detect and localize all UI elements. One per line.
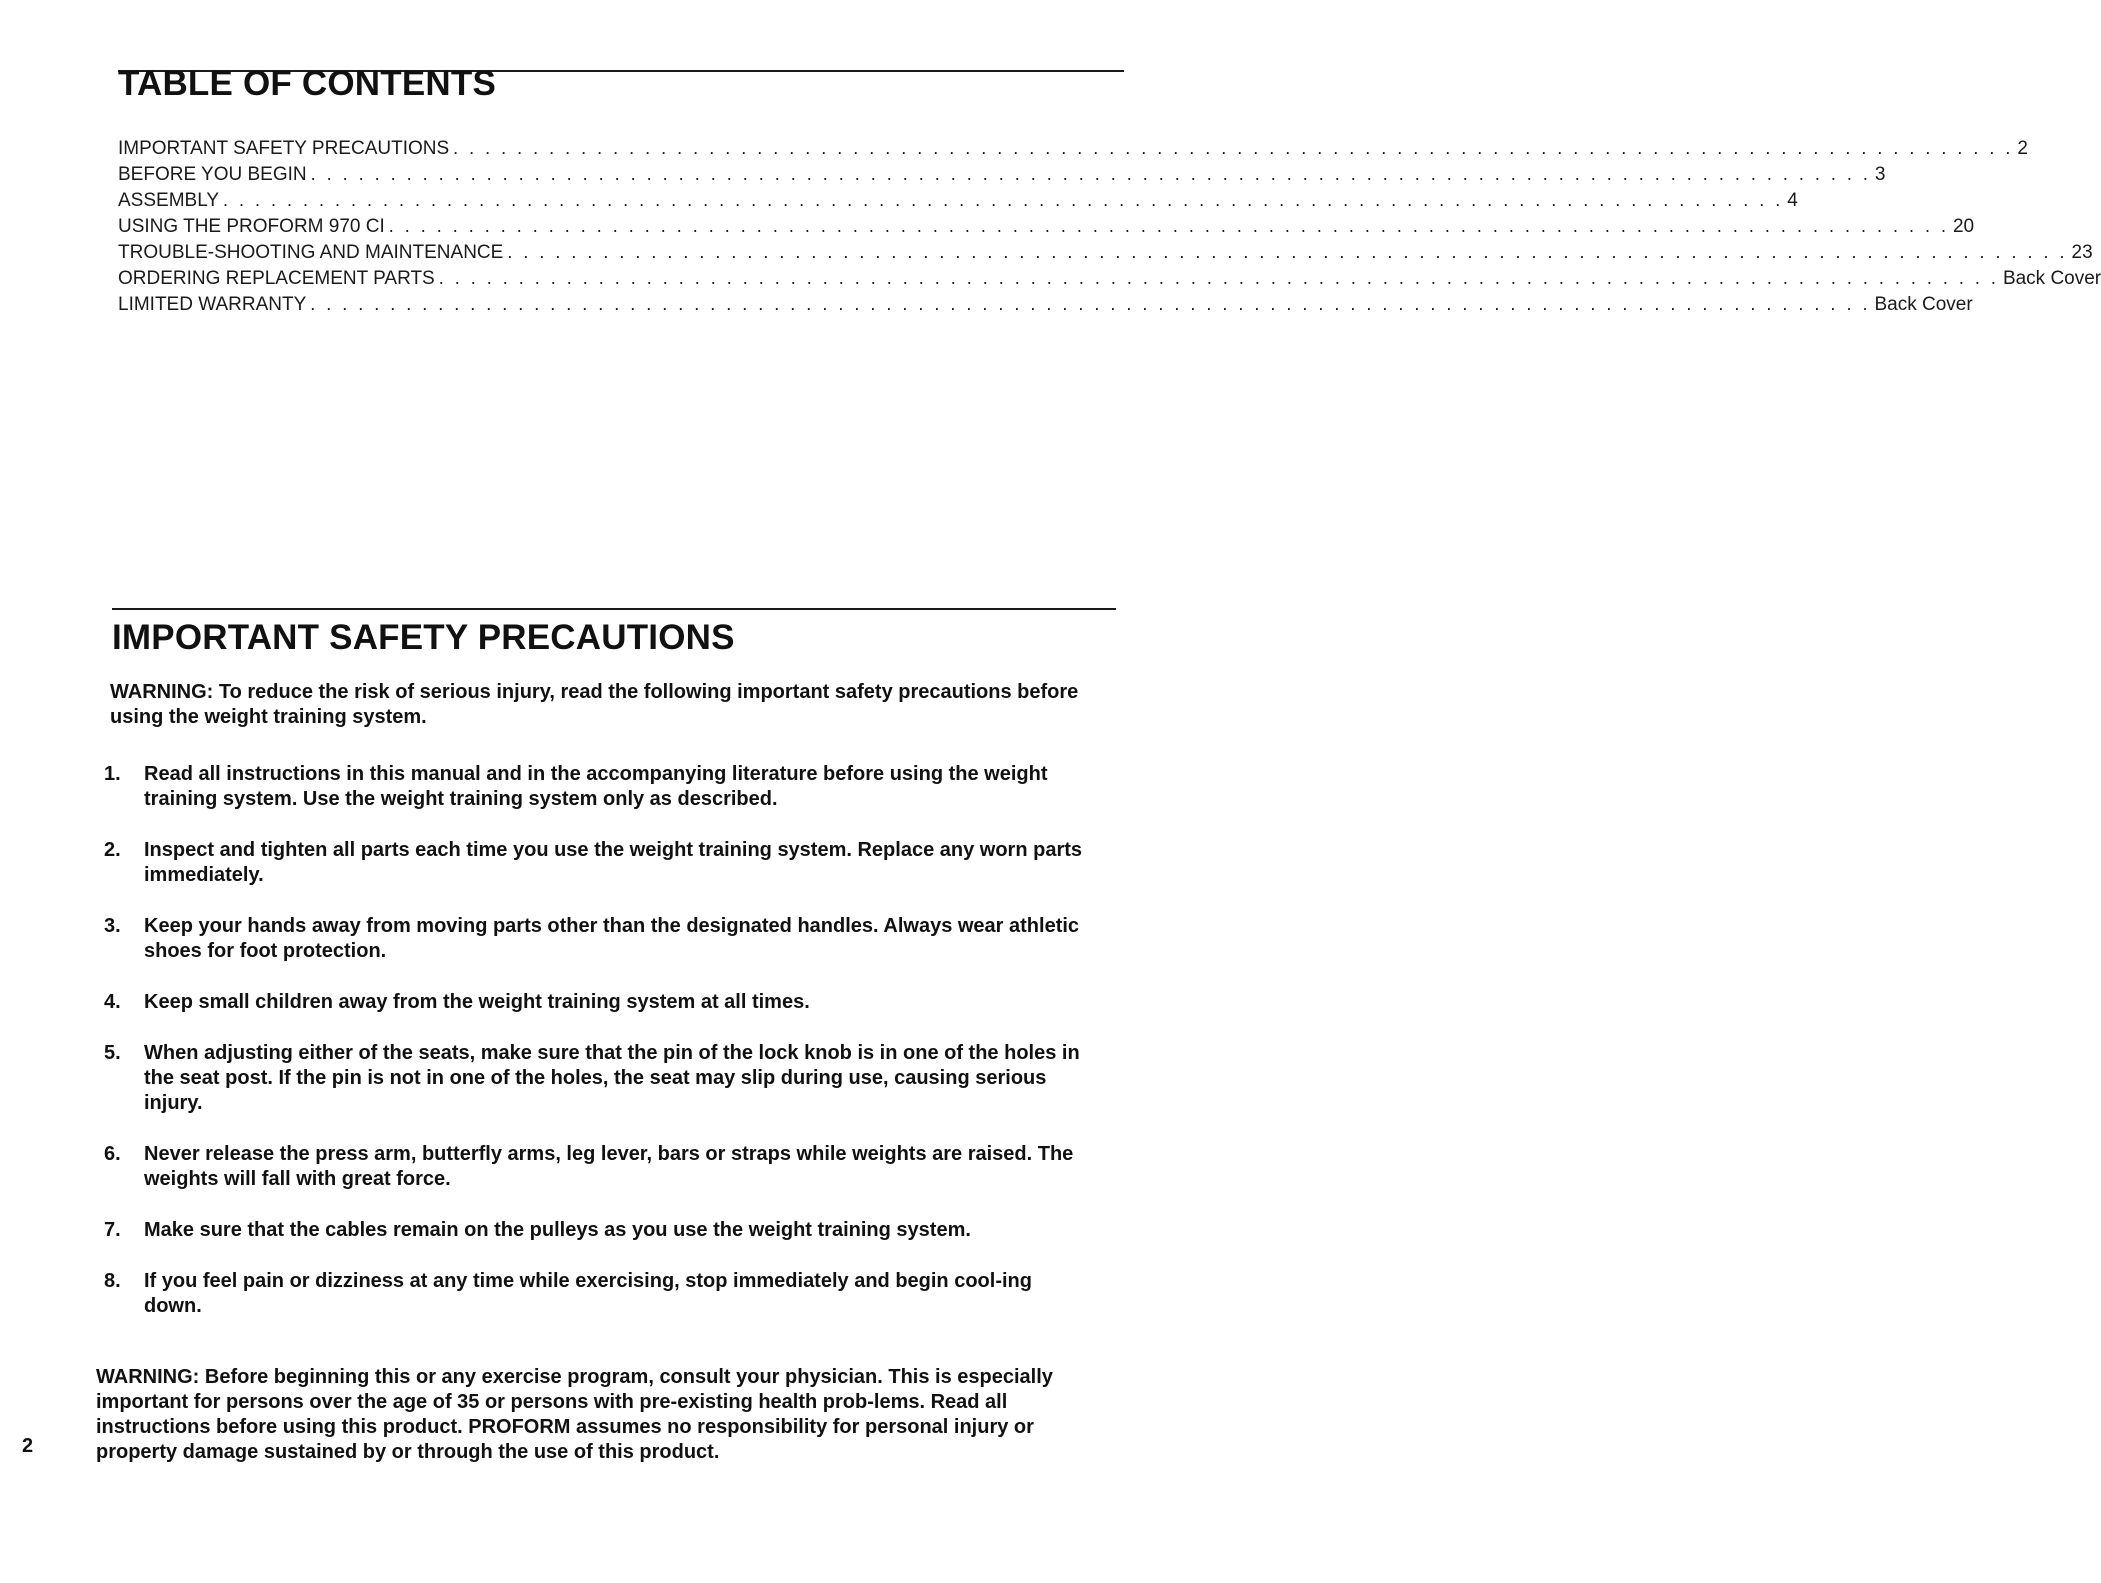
toc-entry[interactable] — [118, 242, 2093, 268]
toc-entry-page: 20 — [1952, 216, 1975, 237]
toc-entry-title: ASSEMBLY — [118, 190, 220, 211]
precaution-item — [104, 990, 1084, 1015]
toc-dot-leader: . . . . . . . . . . . . . . . . . . . . . . . . . . . . . . . . . . . . . . . . . . . . . . . . . . . . . . . . . . . . . . . . . . . . . . . . . . . . . . . . . . . . . . . . . . . . . . . . . . — [223, 190, 1784, 210]
precaution-text: Make sure that the cables remain on the pulleys as you use the weight training system. — [144, 1219, 971, 1241]
toc-entry-title: BEFORE YOU BEGIN — [118, 164, 307, 185]
toc-entry[interactable] — [118, 190, 1798, 216]
precaution-text: Keep your hands away from moving parts other than the designated handles. Always wear athletic shoes for foot protection. — [144, 915, 1080, 962]
precaution-list — [104, 762, 1084, 1345]
precaution-text: If you feel pain or dizziness at any time while exercising, stop immediately and begin cool-ing down. — [144, 1270, 1032, 1317]
toc-entry-title: LIMITED WARRANTY — [118, 294, 307, 315]
toc-entry-page: 23 — [2071, 242, 2093, 263]
precaution-number: 4. — [104, 991, 121, 1013]
toc-entry-title: ORDERING REPLACEMENT PARTS — [118, 268, 435, 289]
toc-entry-page: Back Cover — [1874, 294, 1973, 315]
toc-list — [118, 138, 2101, 320]
toc-dot-leader: . . . . . . . . . . . . . . . . . . . . . . . . . . . . . . . . . . . . . . . . . . . . . . . . . . . . . . . . . . . . . . . . . . . . . . . . . . . . . . . . . . . . . . . . . . . . . . . . . . — [507, 242, 2068, 262]
page-number: 2 — [22, 1435, 34, 1457]
precaution-number: 5. — [104, 1042, 121, 1064]
toc-heading: TABLE OF CONTENTS — [118, 64, 497, 103]
toc-dot-leader: . . . . . . . . . . . . . . . . . . . . . . . . . . . . . . . . . . . . . . . . . . . . . . . . . . . . . . . . . . . . . . . . . . . . . . . . . . . . . . . . . . . . . . . . . . . . . . . . . . — [388, 216, 1949, 236]
precaution-number: 3. — [104, 915, 121, 937]
toc-dot-leader: . . . . . . . . . . . . . . . . . . . . . . . . . . . . . . . . . . . . . . . . . . . . . . . . . . . . . . . . . . . . . . . . . . . . . . . . . . . . . . . . . . . . . . . . . . . . . . . . . . — [310, 164, 1871, 184]
toc-entry-title: TROUBLE-SHOOTING AND MAINTENANCE — [118, 242, 504, 263]
toc-entry[interactable] — [118, 268, 2101, 294]
final-warning: WARNING: Before beginning this or any exercise program, consult your physician. This is especially important for persons over the age of 35 or persons with pre-existing health prob-lems. Read all instructions before using this product. PROFORM assumes no responsibility for personal injury or property damage sustained by or through the use of this product. — [96, 1366, 1053, 1463]
toc-entry-page: 2 — [2017, 138, 2028, 159]
precaution-text: Read all instructions in this manual and in the accompanying literature before using the weight training system. Use the weight training system only as described. — [144, 763, 1048, 810]
toc-entry-title: IMPORTANT SAFETY PRECAUTIONS — [118, 138, 450, 159]
precaution-item — [104, 914, 1084, 964]
toc-entry[interactable] — [118, 164, 1886, 190]
precaution-item — [104, 1269, 1084, 1319]
precaution-number: 2. — [104, 839, 121, 861]
precaution-item — [104, 1142, 1084, 1192]
precaution-text: Keep small children away from the weight training system at all times. — [144, 991, 810, 1013]
toc-entry-page: 4 — [1787, 190, 1798, 211]
precaution-number: 6. — [104, 1143, 121, 1165]
toc-dot-leader: . . . . . . . . . . . . . . . . . . . . . . . . . . . . . . . . . . . . . . . . . . . . . . . . . . . . . . . . . . . . . . . . . . . . . . . . . . . . . . . . . . . . . . . . . . . . . . . . . . — [453, 138, 2014, 158]
toc-entry[interactable] — [118, 294, 1973, 320]
precaution-number: 1. — [104, 763, 121, 785]
precaution-item — [104, 762, 1084, 812]
precaution-item — [104, 1218, 1084, 1243]
safety-top-rule — [112, 608, 1116, 610]
precaution-text: Inspect and tighten all parts each time you use the weight training system. Replace any worn parts immediately. — [144, 839, 1083, 886]
precaution-number: 8. — [104, 1270, 121, 1292]
toc-entry-page: 3 — [1874, 164, 1886, 185]
precaution-number: 7. — [104, 1219, 121, 1241]
precaution-text: Never release the press arm, butterfly arms, leg lever, bars or straps while weights are raised. The weights will fall with great force. — [144, 1143, 1074, 1190]
precaution-item — [104, 1041, 1084, 1116]
precaution-text: When adjusting either of the seats, make sure that the pin of the lock knob is in one of the holes in the seat post. If the pin is not in one of the holes, the seat may slip during use, causing serious injury. — [144, 1042, 1080, 1114]
safety-heading: IMPORTANT SAFETY PRECAUTIONS — [112, 618, 735, 657]
toc-entry-title: USING THE PROFORM 970 CI — [118, 216, 385, 237]
toc-entry[interactable] — [118, 138, 2028, 164]
toc-dot-leader: . . . . . . . . . . . . . . . . . . . . . . . . . . . . . . . . . . . . . . . . . . . . . . . . . . . . . . . . . . . . . . . . . . . . . . . . . . . . . . . . . . . . . . . . . . . . . . . . . . — [310, 294, 1871, 314]
toc-entry[interactable] — [118, 216, 1975, 242]
toc-entry-page: Back Cover — [2002, 268, 2101, 289]
precaution-item — [104, 838, 1084, 888]
intro-warning: WARNING: To reduce the risk of serious injury, read the following important safety precautions before using the weight training system. — [110, 681, 1079, 728]
toc-dot-leader: . . . . . . . . . . . . . . . . . . . . . . . . . . . . . . . . . . . . . . . . . . . . . . . . . . . . . . . . . . . . . . . . . . . . . . . . . . . . . . . . . . . . . . . . . . . . . . . . . . — [438, 268, 1999, 288]
